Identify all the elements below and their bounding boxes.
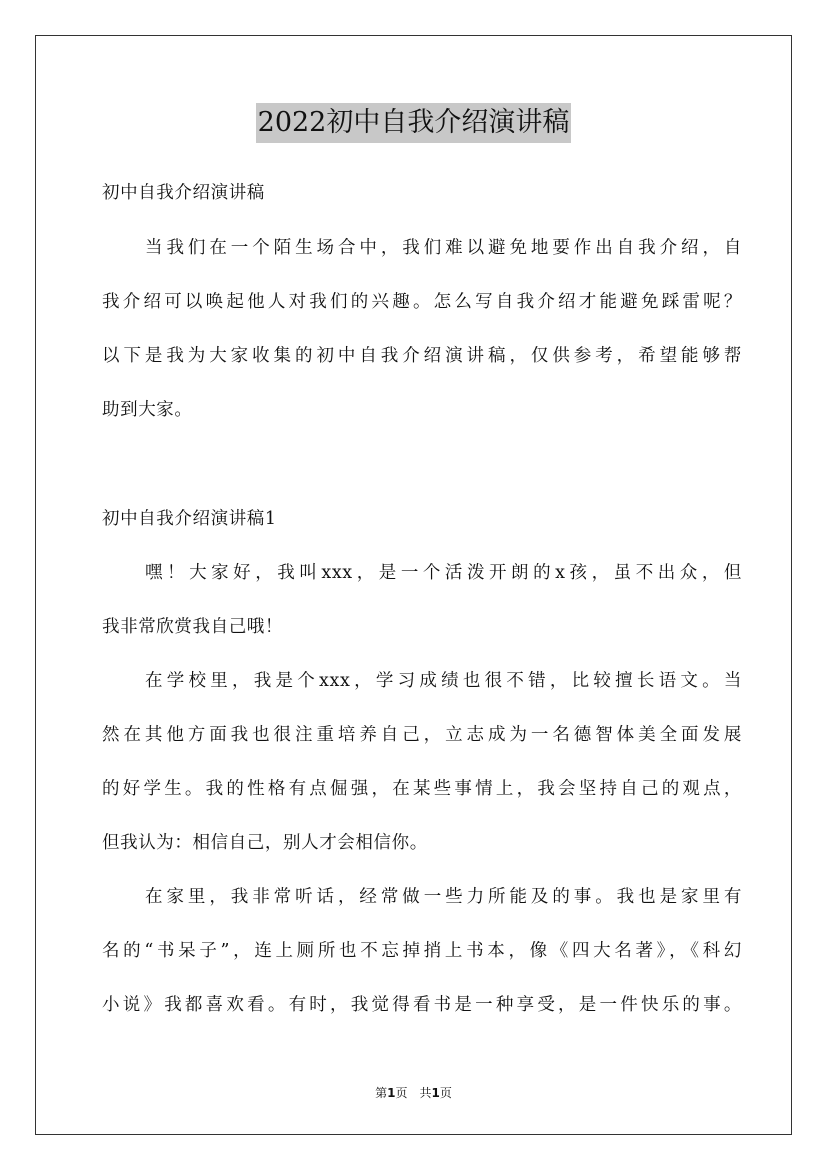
footer-page-current: 1 [387, 1086, 396, 1100]
paragraph-line: 的好学生。我的性格有点倔强，在某些事情上，我会坚持自己的观点， [102, 779, 742, 799]
paragraph-line: 然在其他方面我也很注重培养自己，立志成为一名德智体美全面发展 [102, 725, 742, 745]
paragraph-line: 在学校里，我是个xxx，学习成绩也很不错，比较擅长语文。当 [145, 671, 742, 691]
paragraph-line: 助到大家。 [102, 400, 193, 420]
paragraph-line: 但我认为：相信自己，别人才会相信你。 [102, 833, 428, 853]
paragraph-line: 在家里，我非常听话，经常做一些力所能及的事。我也是家里有 [145, 887, 742, 907]
footer-mid: 页 共 [395, 1086, 432, 1100]
footer-prefix: 第 [375, 1086, 388, 1100]
paragraph-line: 以下是我为大家收集的初中自我介绍演讲稿，仅供参考，希望能够帮 [102, 346, 742, 366]
paragraph-line: 我介绍可以唤起他人对我们的兴趣。怎么写自我介绍才能避免踩雷呢？ [102, 292, 742, 312]
paragraph-line: 小说》我都喜欢看。有时，我觉得看书是一种享受，是一件快乐的事。 [102, 995, 742, 1015]
paragraph-line: 嘿！大家好，我叫xxx，是一个活泼开朗的x孩，虽不出众，但 [145, 563, 742, 583]
section-heading-1: 初中自我介绍演讲稿1 [102, 509, 277, 529]
paragraph-line: 我非常欣赏我自己哦！ [102, 617, 283, 637]
paragraph-line: 名的“书呆子”，连上厕所也不忘掉捎上书本，像《四大名著》，《科幻 [102, 941, 742, 961]
title-container [0, 103, 827, 143]
footer-page-total: 1 [431, 1086, 440, 1100]
paragraph-line: 当我们在一个陌生场合中，我们难以避免地要作出自我介绍，自 [145, 238, 742, 258]
document-title: 2022初中自我介绍演讲稿 [256, 103, 572, 143]
page-footer [0, 1085, 827, 1101]
section-heading-intro: 初中自我介绍演讲稿 [102, 183, 265, 203]
footer-suffix: 页 [439, 1086, 452, 1100]
